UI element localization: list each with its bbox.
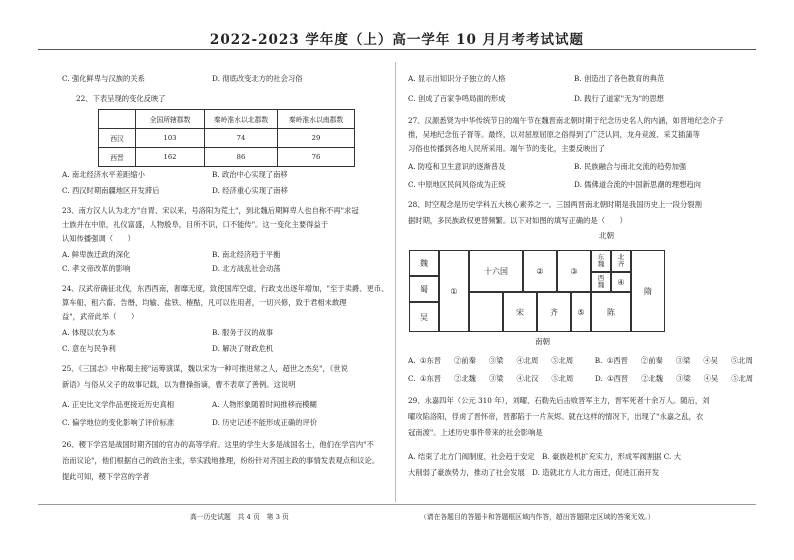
south-dynasties-label: 南朝	[535, 337, 550, 346]
table-cell: 86	[205, 148, 278, 167]
q28-options-ab	[408, 356, 753, 366]
q26-line-3: 提此可知，稷下学宫的学者	[62, 472, 150, 481]
q24-line-2: 算车船、租六畜、告缗，均输、盐铁、榷酤，凡可以佐用者，一切兴修，致于君相未敢理	[62, 298, 347, 307]
q23-option-a: A. 鲜卑族迁政的深化	[62, 250, 131, 259]
wei-cell: 魏	[409, 250, 439, 276]
q25-option-c: C. 偏学地位的变化影响了评价标准	[62, 418, 175, 427]
q27-option-d: D. 儒佛道合流的中国新思潮的理想趋向	[574, 180, 701, 189]
qi-cell: 齐	[537, 292, 571, 332]
q22-option-b: B. 政治中心实现了南移	[212, 170, 288, 179]
q28-option-c-3: ③梁	[488, 374, 504, 383]
q29-line-3: 冠南渡"。上述历史事件带来的社会影响是	[408, 428, 543, 437]
q23-option-b: B. 南北经济趋于平衡	[212, 250, 281, 259]
table-cell: 76	[278, 148, 355, 167]
q28-option-b-3: ③梁	[675, 356, 691, 365]
q28-option-d-2: ②北魏	[641, 374, 664, 383]
answer-note: （请在各题目的答题卡和答题框区域内作答，超出答题限定区域的答案无效。）	[420, 513, 655, 521]
blank-4-cell: ④	[611, 272, 631, 292]
q23-line-3: 认知传播强调（ ）	[62, 234, 135, 243]
q27-line-3: 习俗也传播到各地人民所采用。端午节的变化，主要反映出了	[408, 144, 606, 153]
title-rule	[38, 49, 756, 50]
table-cell: 29	[278, 129, 355, 148]
q26-option-a: A. 显示出知识分子独立的人格	[408, 74, 506, 83]
q23-option-c: C. 孝文帝改革的影响	[62, 264, 131, 273]
q27-option-b: B. 民族融合与南北交流的趋势加强	[574, 162, 687, 171]
table-header: 秦岭淮水以北郡数	[205, 110, 278, 129]
q29-line-1: 29、永嘉四年（公元 310 年），刘曜、石勒先后击败晋军主力，晋军死者十余万人。随后，刘	[408, 396, 710, 405]
q23-line-2: 士族并在中原，礼仪富盛，人物殷阜，目所不识，口不能传"。这一变化主要得益于	[62, 220, 329, 229]
north-qi-cell: 北 齐	[611, 250, 631, 272]
table-header: 全国所辖郡数	[136, 110, 205, 129]
page-title: 2022-2023 学年度（上）高一学年 10 月月考考试试题	[209, 32, 585, 48]
q22-table	[98, 109, 355, 167]
west-wei-cell: 西 魏	[591, 272, 611, 292]
table-cell: 103	[136, 129, 205, 148]
q24-option-d: D. 解决了财政危机	[212, 344, 274, 353]
q28-option-d-1: D. ①西晋	[594, 374, 629, 383]
table-header	[99, 110, 136, 129]
table-cell: 西晋	[99, 148, 136, 167]
q28-option-b-1: B. ①西晋	[594, 356, 628, 365]
q28-option-c-2: ②北魏	[454, 374, 476, 383]
q28-option-b-5: ⑤北周	[730, 356, 753, 365]
q21-option-c: C. 强化鲜卑与汉族的关系	[62, 74, 145, 83]
blank-5-cell: ⑤	[571, 292, 591, 332]
east-wei-cell: 东 魏	[591, 250, 611, 272]
sui-cell: 隋	[631, 250, 665, 332]
q25-line-1: 25、《三国志》中称蜀主接"运筹演谋，魏以宋为一种可推进常之人，超世之杰矣"，《世说	[62, 364, 348, 373]
q28-option-b-2: ②前秦	[640, 356, 663, 365]
q29-line-2: 曜攻陷洛阳，俘虏了晋怀帝，晋都陷于一片灰烬。就在这样的情况下，出现了"永嘉之乱，衣	[408, 412, 704, 421]
q28-option-d-4: ④吴	[703, 374, 719, 383]
q28-line-2: 据时期，多民族政权更替频繁。以下对如图的填写正确的是（ ）	[408, 216, 627, 225]
q22-option-a: A. 南北经济水平差距缩小	[62, 170, 145, 179]
sixteen-kingdoms-cell: 十六国	[469, 250, 523, 292]
q22-option-d: D. 经济重心实现了南移	[212, 186, 288, 195]
q23-option-d: D. 北方战乱社会动荡	[212, 264, 281, 273]
column-divider	[395, 62, 396, 502]
table-row	[99, 148, 355, 167]
table-row	[99, 129, 355, 148]
q27-option-a: A. 防疫和卫生意识的逐渐普及	[408, 162, 506, 171]
q26-option-c: C. 创成了百家争鸣局面的形成	[408, 94, 506, 103]
q24-option-c: C. 意在与民争利	[62, 344, 116, 353]
chen-cell: 陈	[591, 292, 631, 332]
table-header-row	[99, 110, 355, 129]
q26-option-d: D. 践行了道家"无为"的思想	[574, 94, 664, 103]
wu-cell: 吴	[409, 302, 439, 332]
footer-rule	[38, 504, 756, 505]
table-cell: 162	[136, 148, 205, 167]
q28-option-a-1: A. ①东晋	[408, 356, 442, 365]
lower-blank-cell	[469, 292, 503, 332]
q27-line-1: 27、汉源悉贤为中华传统节日的端午节在魏晋南北朝时期于纪念历史名人的内涵，如晋地纪念介子	[408, 116, 724, 125]
q25-option-a: A. 正史比文学作品更接近历史真相	[62, 400, 175, 409]
blank-1-cell: ①	[439, 250, 469, 332]
q25-option-d: D. 历史记述不能形成正确的评价	[212, 418, 318, 427]
q24-option-a: A. 体现以农为本	[62, 328, 116, 337]
q29-options-line-2: 大削弱了豪族势力，推动了社会发展 D. 造就北方人北方南迁，促进江南开发	[408, 468, 660, 477]
q28-option-a-4: ④北周	[516, 356, 539, 365]
q25-option-b: A. 人物形象随着时间推移而模糊	[212, 400, 317, 409]
q27-line-2: 推，吴地纪念伍子胥等。最终，以对屈原屈原之俗得到了广泛认同，龙舟竞渡、采艾插蒲等	[408, 130, 700, 139]
north-dynasties-label: 北朝	[599, 231, 614, 240]
q25-line-2: 新语》与俗从父子的故事记载，以为曹操指谪，曹不表章了善例。这说明	[62, 380, 296, 389]
table-cell: 74	[205, 129, 278, 148]
q28-option-d-3: ③梁	[676, 374, 691, 383]
q26-line-1: 26、稷下学宫是战国时期齐国的官办的高等学府。这里的学生大多是战国名士，他们在学宫内"不	[62, 440, 374, 449]
q28-option-a-3: ③梁	[488, 356, 504, 365]
q24-line-3: 益"，武帝此举（ ）	[62, 312, 139, 321]
q29-options-line-1: A. 结束了北方门阀制度，社会趋于安定 B. 豪族趁机扩充实力，形成军阀割据 C. 大	[408, 452, 681, 461]
table-cell: 西汉	[99, 129, 136, 148]
q26-line-2: 治而议论"，他们根据自己的政治主张，举实践地推理，纷纷针对齐国主政的事情发表观点和议论。	[62, 456, 380, 465]
q28-option-a-5: ⑤北周	[551, 356, 574, 365]
q28-option-c-5: ⑤北周	[551, 374, 574, 383]
q21-option-d: D. 彻底改变北方的社会习俗	[212, 74, 303, 83]
q28-option-b-4: ④吴	[703, 356, 718, 365]
q24-option-b: B. 服务于汉的战事	[212, 328, 274, 337]
blank-3-cell: ③	[557, 250, 591, 292]
q28-option-d-5: ⑤北周	[731, 374, 754, 383]
q23-line-1: 23、南方汉人认为北方"自胃、宋以来，号洛阳为荒土"，到北魏后期鲜卑人也自称不再"求冠	[62, 206, 359, 215]
q24-line-1: 24、汉武帝确征北伐，东西西南，奢靡无度，致使国库空虚，行政支出逐年增加，"至于卖爵、更币、	[62, 284, 389, 293]
q28-options-cd	[408, 374, 753, 384]
table-header: 秦岭淮水以南郡数	[278, 110, 355, 129]
dynasty-diagram	[405, 232, 725, 344]
q28-option-c-1: C. ①东晋	[408, 374, 442, 383]
song-cell: 宋	[503, 292, 537, 332]
q28-option-a-2: ②前秦	[454, 356, 476, 365]
q22-option-c: C. 西汉时期南疆地区开发滞后	[62, 186, 160, 195]
q26-option-b: B. 创造出了各色教育的典范	[574, 74, 665, 83]
q28-option-c-4: ④北汉	[516, 374, 539, 383]
shu-cell: 蜀	[409, 276, 439, 302]
q22-stem: 22、下表呈现的变化反映了	[76, 94, 166, 103]
q27-option-c: C. 中原地区民间风俗成为正统	[408, 180, 506, 189]
q28-line-1: 28、时空观念是历史学科五大核心素养之一。三国两晋南北朝时期是我国历史上一段分裂割	[408, 200, 702, 209]
page-number: 高一历史试题 共 4 页 第 3 页	[190, 513, 289, 521]
blank-2-cell: ②	[523, 250, 557, 292]
